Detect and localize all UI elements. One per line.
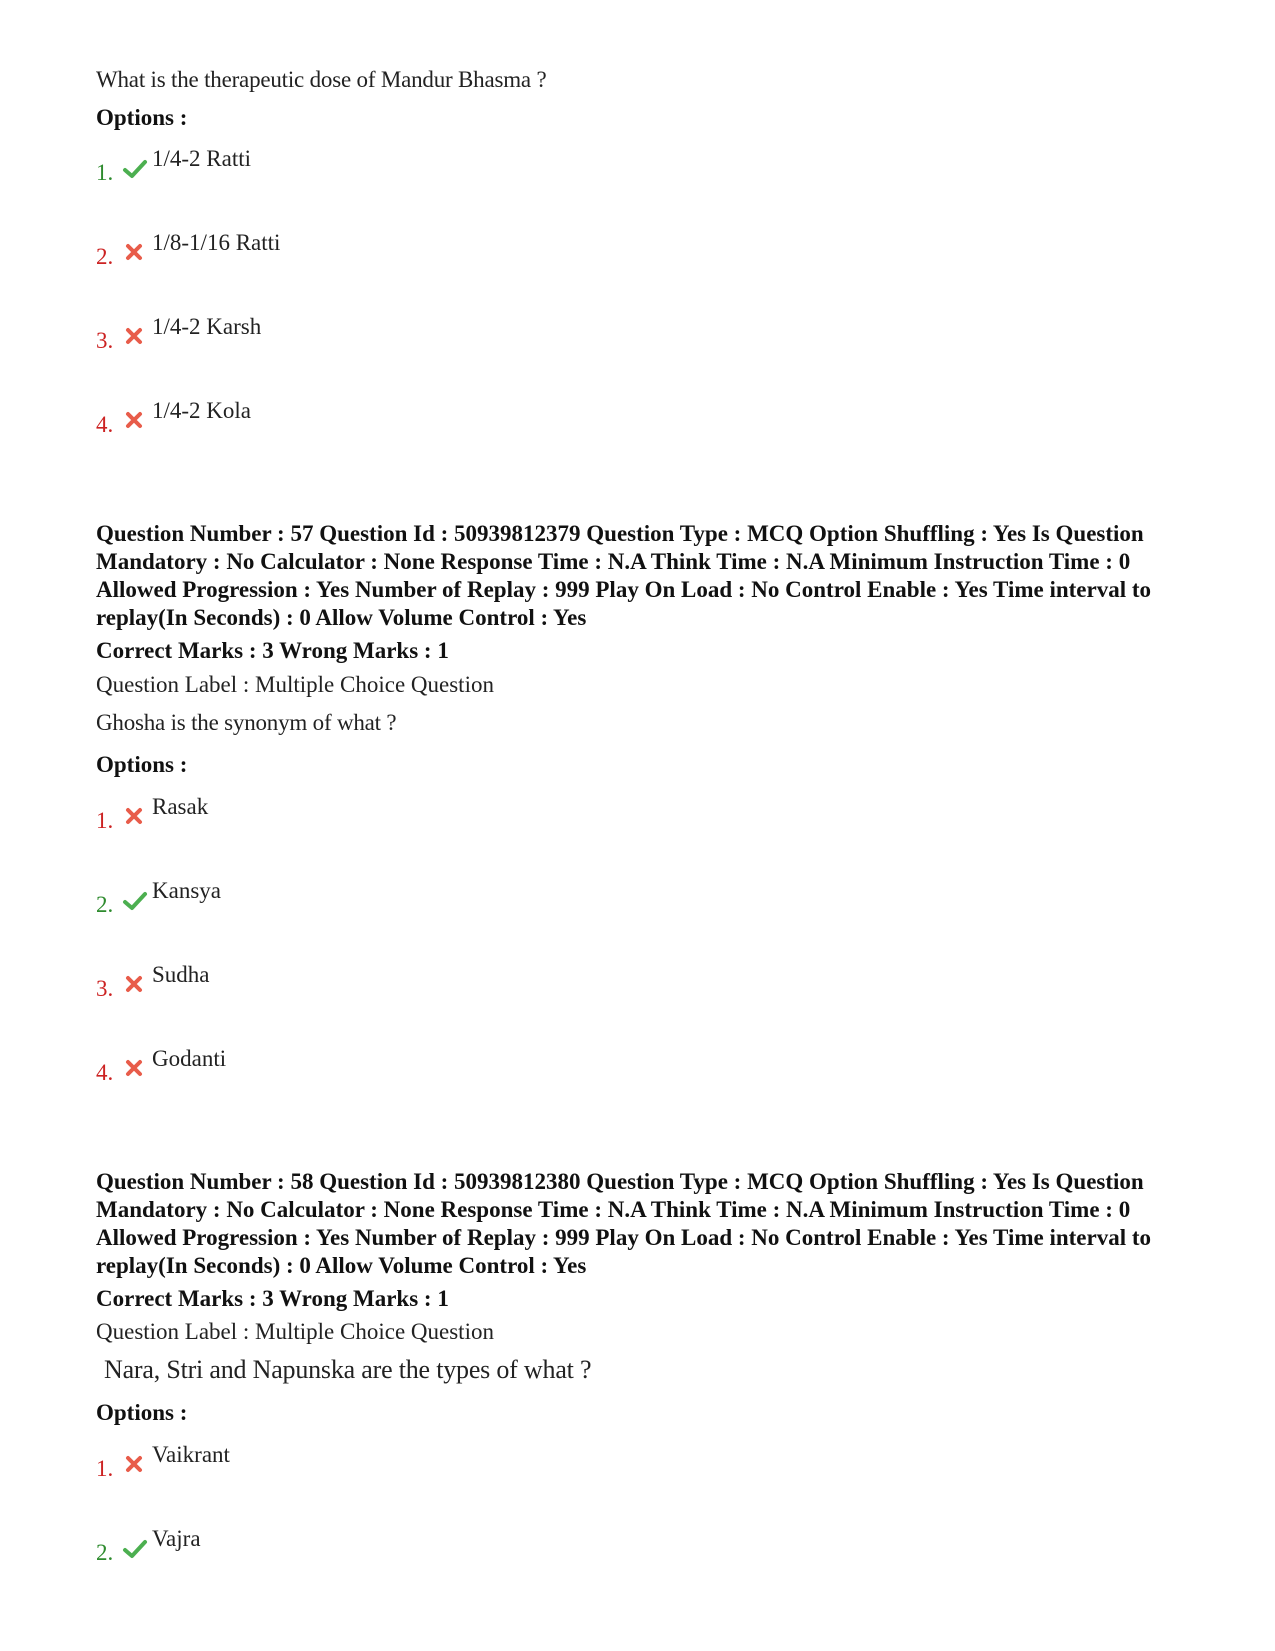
cross-icon: [122, 805, 148, 829]
options-label: Options :: [96, 751, 188, 777]
question-58: [96, 1168, 1196, 1609]
option-text: Kansya: [152, 877, 221, 903]
option-text: 1/4-2 Karsh: [152, 314, 262, 340]
option-text: Rasak: [152, 793, 209, 819]
question-text: What is the therapeutic dose of Mandur Bhasma ?: [96, 67, 547, 92]
option-text: Vaikrant: [152, 1441, 230, 1467]
question-marks: Correct Marks : 3 Wrong Marks : 1: [96, 638, 449, 664]
option-number: 2.: [96, 244, 114, 270]
question-text: Ghosha is the synonym of what ?: [96, 710, 397, 736]
check-icon: [122, 889, 148, 913]
cross-icon: [122, 1453, 148, 1477]
option-number: 3.: [96, 328, 114, 354]
option-text: 1/4-2 Ratti: [152, 146, 252, 172]
question-56: [96, 66, 1196, 481]
question-marks: Correct Marks : 3 Wrong Marks : 1: [96, 1285, 449, 1311]
option-item: [96, 1525, 1196, 1609]
question-meta: Question Number : 58 Question Id : 50939812380 Question Type : MCQ Option Shuffling : Yes Is Question Mandatory : No Calculator : None Response Time : N.A Think Time : N.A Minimum Instruction Time : 0 Allowed Progression : Yes Number of Replay : 999 Play On Load : No Control Enable : Yes Time interval to replay(In Seconds) : 0 Allow Volume Control : Yes: [96, 1168, 1152, 1278]
question-label: Question Label : Multiple Choice Question: [96, 671, 494, 697]
option-number: 4.: [96, 412, 114, 438]
question-label: Question Label : Multiple Choice Question: [96, 1319, 494, 1345]
option-item: [96, 229, 1196, 313]
option-number: 3.: [96, 975, 114, 1001]
options-label: Options :: [96, 1399, 188, 1425]
cross-icon: [122, 973, 148, 997]
option-text: 1/8-1/16 Ratti: [152, 230, 281, 256]
cross-icon: [122, 325, 148, 349]
cross-icon: [122, 409, 148, 433]
check-icon: [122, 1537, 148, 1561]
options-list: [96, 145, 1196, 481]
check-icon: [122, 157, 148, 181]
option-number: 2.: [96, 891, 114, 917]
option-number: 2.: [96, 1539, 114, 1565]
options-list: [96, 1441, 1196, 1609]
option-text: Sudha: [152, 961, 210, 987]
option-item: [96, 397, 1196, 481]
option-number: 4.: [96, 1059, 114, 1085]
options-label: Options :: [96, 104, 188, 130]
option-item: [96, 1045, 1196, 1129]
question-paper: [96, 62, 1196, 1609]
cross-icon: [122, 1057, 148, 1081]
option-item: [96, 793, 1196, 877]
option-item: [96, 877, 1196, 961]
option-number: 1.: [96, 807, 114, 833]
option-item: [96, 145, 1196, 229]
option-item: [96, 1441, 1196, 1525]
option-number: 1.: [96, 160, 114, 186]
option-number: 1.: [96, 1455, 114, 1481]
option-text: Godanti: [152, 1045, 227, 1071]
option-item: [96, 313, 1196, 397]
options-list: [96, 793, 1196, 1129]
option-text: Vajra: [152, 1525, 201, 1551]
question-meta: Question Number : 57 Question Id : 50939812379 Question Type : MCQ Option Shuffling : Yes Is Question Mandatory : No Calculator : None Response Time : N.A Think Time : N.A Minimum Instruction Time : 0 Allowed Progression : Yes Number of Replay : 999 Play On Load : No Control Enable : Yes Time interval to replay(In Seconds) : 0 Allow Volume Control : Yes: [96, 521, 1152, 631]
option-text: 1/4-2 Kola: [152, 398, 252, 424]
question-text: Nara, Stri and Napunska are the types of what ?: [104, 1354, 592, 1384]
question-57: [96, 520, 1196, 1128]
cross-icon: [122, 241, 148, 265]
option-item: [96, 961, 1196, 1045]
